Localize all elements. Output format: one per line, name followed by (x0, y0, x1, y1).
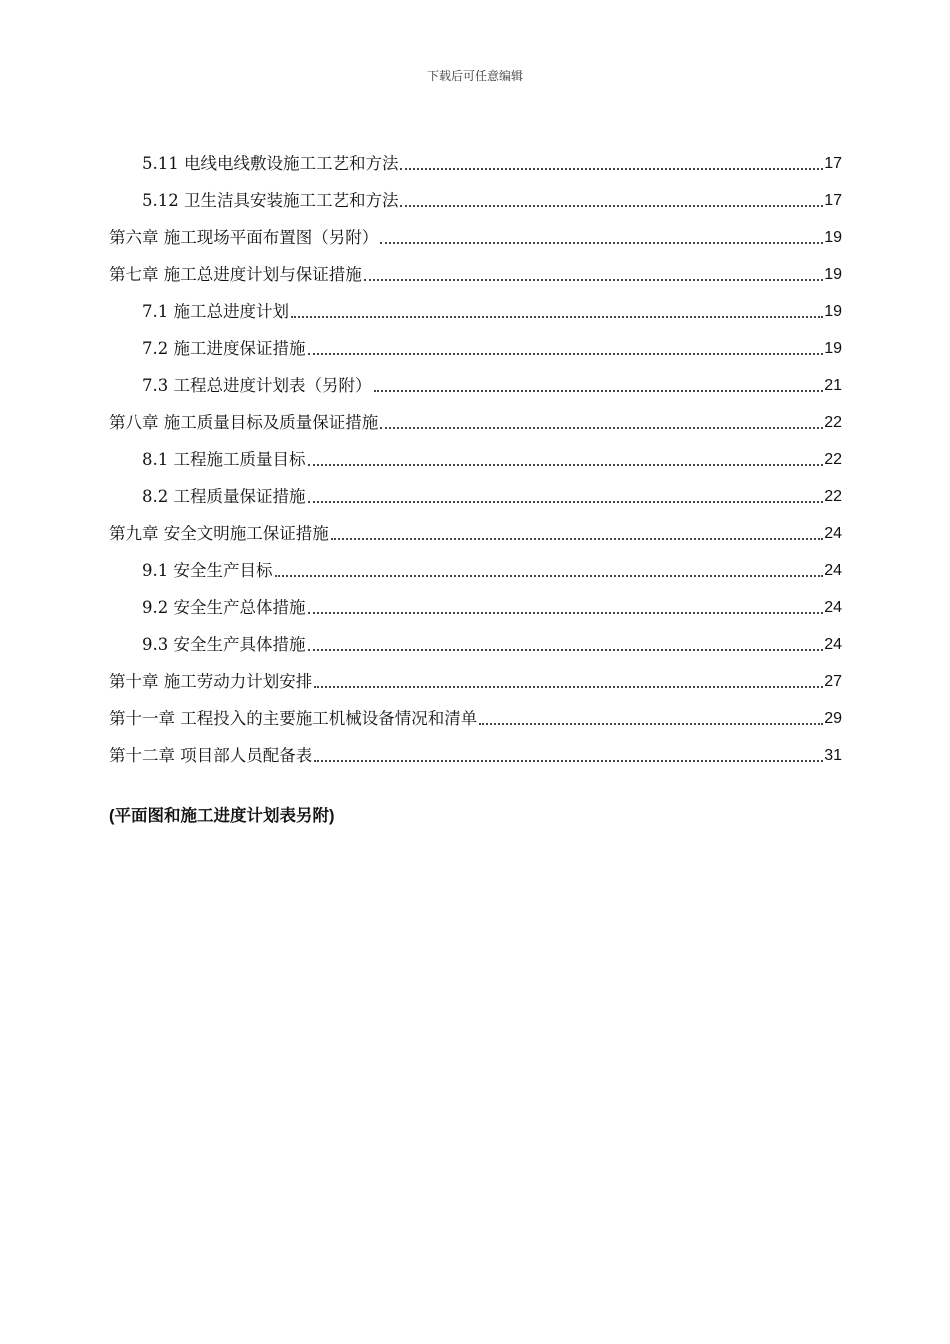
toc-page-number: 19 (824, 266, 842, 283)
toc-entry[interactable] (109, 582, 842, 619)
toc-entry-title: 9.2 安全生产总体措施 (142, 598, 306, 617)
toc-dot-leader (374, 390, 824, 392)
toc-page-number: 19 (824, 229, 842, 246)
toc-entry[interactable] (109, 434, 842, 471)
toc-entry-title: 5.12 卫生洁具安装施工工艺和方法 (142, 191, 399, 210)
toc-dot-leader (380, 427, 823, 429)
toc-dot-leader (364, 279, 823, 281)
toc-page-number: 19 (824, 340, 842, 357)
toc-dot-leader (314, 760, 823, 762)
toc-entry[interactable] (109, 656, 842, 693)
toc-dot-leader (331, 538, 823, 540)
toc-page-number: 22 (824, 488, 842, 505)
toc-page-number: 17 (824, 192, 842, 209)
toc-entry[interactable] (109, 730, 842, 767)
toc-page-number: 31 (824, 747, 842, 764)
toc-page-number: 24 (824, 562, 842, 579)
toc-dot-leader (308, 353, 824, 355)
toc-entry-title: 7.3 工程总进度计划表（另附） (142, 376, 372, 395)
toc-entry[interactable] (109, 397, 842, 434)
toc-entry-title: 5.11 电线电线敷设施工工艺和方法 (142, 154, 399, 173)
toc-entry[interactable] (109, 693, 842, 730)
toc-page-number: 22 (824, 414, 842, 431)
toc-dot-leader (308, 501, 824, 503)
toc-dot-leader (314, 686, 823, 688)
toc-entry-title: 9.3 安全生产具体措施 (142, 635, 306, 654)
toc-dot-leader (308, 464, 824, 466)
table-of-contents (109, 138, 842, 767)
toc-entry-title: 8.2 工程质量保证措施 (142, 487, 306, 506)
toc-entry-title: 9.1 安全生产目标 (142, 561, 273, 580)
toc-entry[interactable] (109, 323, 842, 360)
toc-entry[interactable] (109, 360, 842, 397)
toc-entry-title: 第六章 施工现场平面布置图（另附） (109, 228, 379, 247)
toc-page-number: 24 (824, 599, 842, 616)
toc-entry[interactable] (109, 471, 842, 508)
toc-entry-title: 第十二章 项目部人员配备表 (109, 746, 313, 765)
toc-page-number: 19 (824, 303, 842, 320)
toc-dot-leader (291, 316, 823, 318)
toc-dot-leader (275, 575, 824, 577)
toc-dot-leader (479, 723, 823, 725)
toc-entry-title: 第八章 施工质量目标及质量保证措施 (109, 413, 379, 432)
toc-page-number: 24 (824, 525, 842, 542)
toc-page-number: 17 (824, 155, 842, 172)
toc-entry[interactable] (109, 175, 842, 212)
toc-entry[interactable] (109, 545, 842, 582)
toc-page-number: 21 (824, 377, 842, 394)
toc-dot-leader (308, 612, 824, 614)
toc-entry-title: 8.1 工程施工质量目标 (142, 450, 306, 469)
toc-entry-title: 第七章 施工总进度计划与保证措施 (109, 265, 362, 284)
attachment-note: (平面图和施工进度计划表另附) (109, 807, 335, 825)
toc-entry-title: 第十一章 工程投入的主要施工机械设备情况和清单 (109, 709, 478, 728)
toc-page-number: 29 (824, 710, 842, 727)
toc-entry[interactable] (109, 212, 842, 249)
toc-entry[interactable] (109, 619, 842, 656)
toc-dot-leader (400, 168, 823, 170)
toc-entry-title: 第十章 施工劳动力计划安排 (109, 672, 313, 691)
toc-page-number: 24 (824, 636, 842, 653)
page-header-note: 下载后可任意编辑 (426, 69, 523, 83)
toc-page-number: 22 (824, 451, 842, 468)
toc-entry-title: 7.1 施工总进度计划 (142, 302, 289, 321)
toc-entry[interactable] (109, 138, 842, 175)
toc-dot-leader (308, 649, 824, 651)
toc-entry-title: 第九章 安全文明施工保证措施 (109, 524, 329, 543)
toc-dot-leader (400, 205, 823, 207)
toc-entry-title: 7.2 施工进度保证措施 (142, 339, 306, 358)
toc-dot-leader (380, 242, 823, 244)
toc-entry[interactable] (109, 286, 842, 323)
toc-entry[interactable] (109, 508, 842, 545)
toc-page-number: 27 (824, 673, 842, 690)
toc-entry[interactable] (109, 249, 842, 286)
